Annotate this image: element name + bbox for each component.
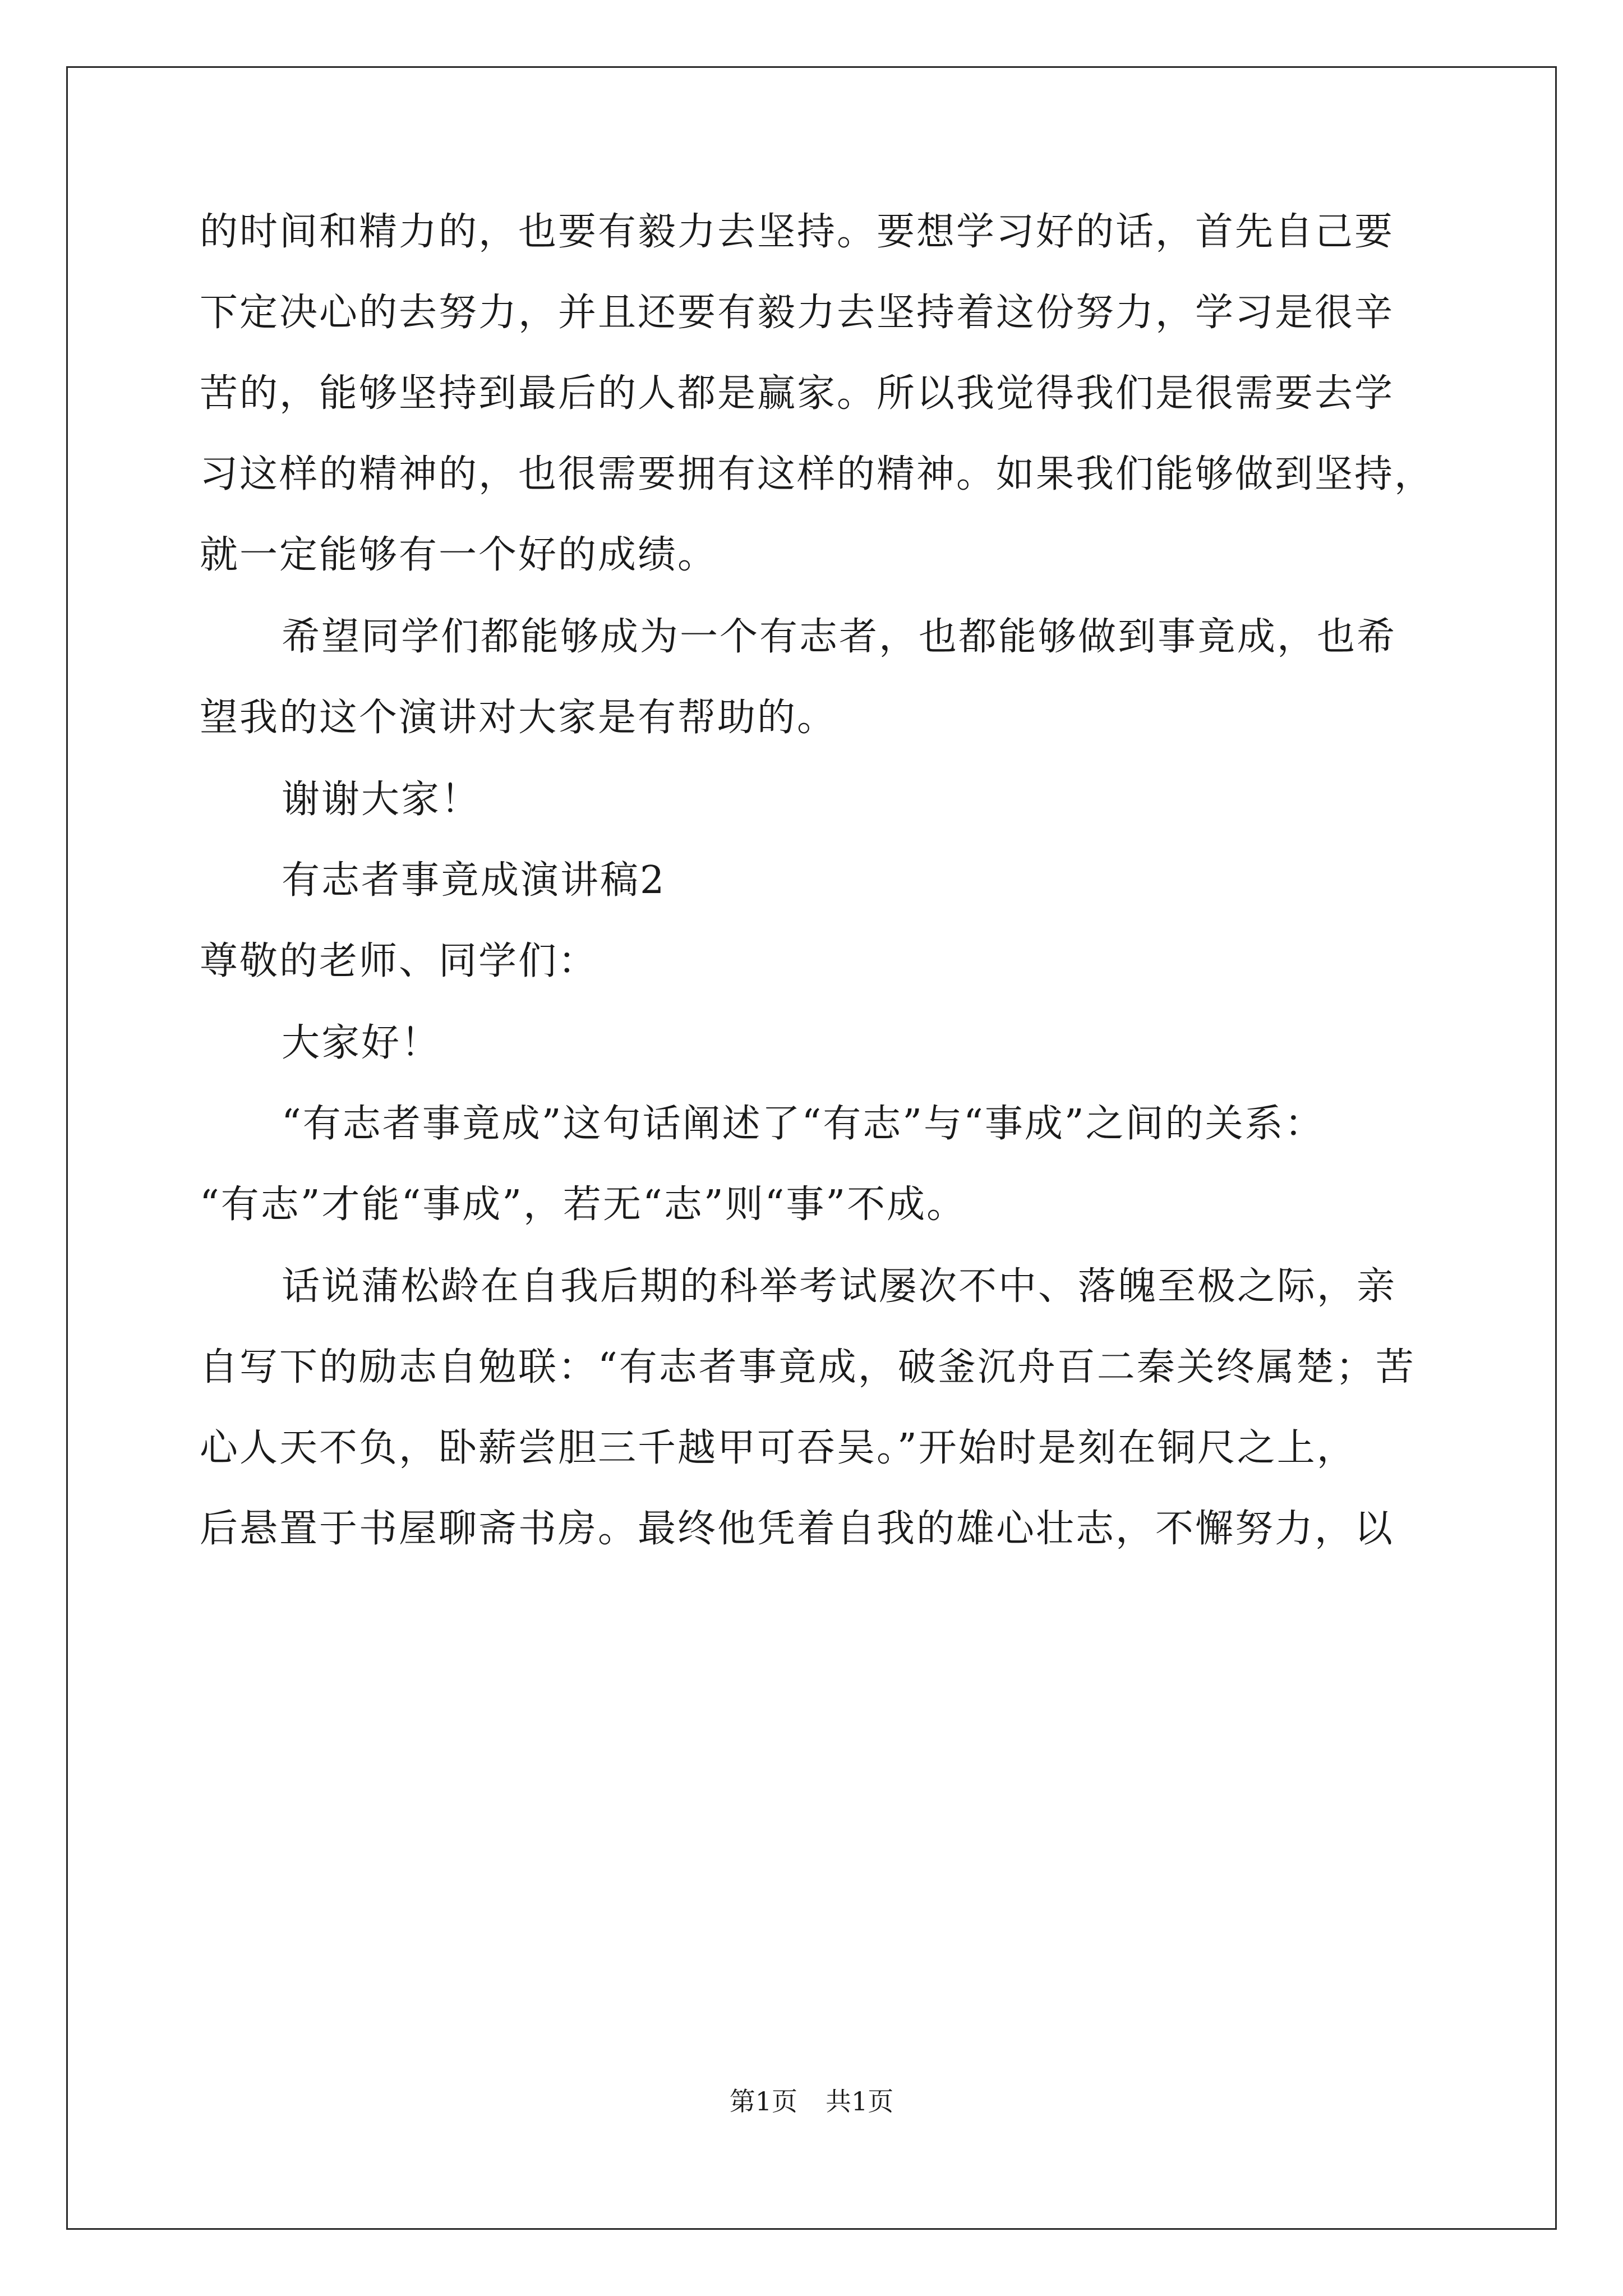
text-line: 就一定能够有一个好的成绩。	[200, 533, 718, 577]
text-line: 自写下的励志自勉联：“有志者事竟成，破釜沉舟百二秦关终属楚；苦	[200, 1345, 1415, 1389]
text-line: 后悬置于书屋聊斋书房。最终他凭着自我的雄心壮志，不懈努力，以	[200, 1507, 1395, 1551]
greeting: 大家好！	[282, 1021, 441, 1065]
text-line: “有志者事竟成”这句话阐述了“有志”与“事成”之间的关系：	[282, 1102, 1325, 1146]
text-line: “有志”才能“事成”，若无“志”则“事”不成。	[200, 1182, 967, 1227]
text-line: 苦的，能够坚持到最后的人都是赢家。所以我觉得我们是很需要去学	[200, 371, 1395, 416]
text-line: 下定决心的去努力，并且还要有毅力去坚持着这份努力，学习是很辛	[200, 291, 1395, 335]
text-line: 话说蒲松龄在自我后期的科举考试屡次不中、落魄至极之际，亲	[282, 1264, 1397, 1309]
page-footer	[0, 2081, 1623, 2118]
text-line: 望我的这个演讲对大家是有帮助的。	[200, 696, 837, 740]
page-number: 第1页	[729, 2086, 797, 2116]
text-line: 的时间和精力的，也要有毅力去坚持。要想学习好的话，首先自己要	[200, 210, 1395, 254]
text-line: 心人天不负，卧薪尝胆三千越甲可吞吴。”开始时是刻在铜尺之上，	[200, 1426, 1357, 1470]
text-line: 习这样的精神的，也很需要拥有这样的精神。如果我们能够做到坚持，	[200, 452, 1435, 496]
section-title: 有志者事竟成演讲稿2	[282, 858, 666, 903]
page-total: 共1页	[826, 2086, 894, 2116]
text-line: 希望同学们都能够成为一个有志者，也都能够做到事竟成，也希	[282, 615, 1397, 659]
salutation: 尊敬的老师、同学们：	[200, 939, 598, 983]
closing-thanks: 谢谢大家！	[282, 777, 481, 822]
